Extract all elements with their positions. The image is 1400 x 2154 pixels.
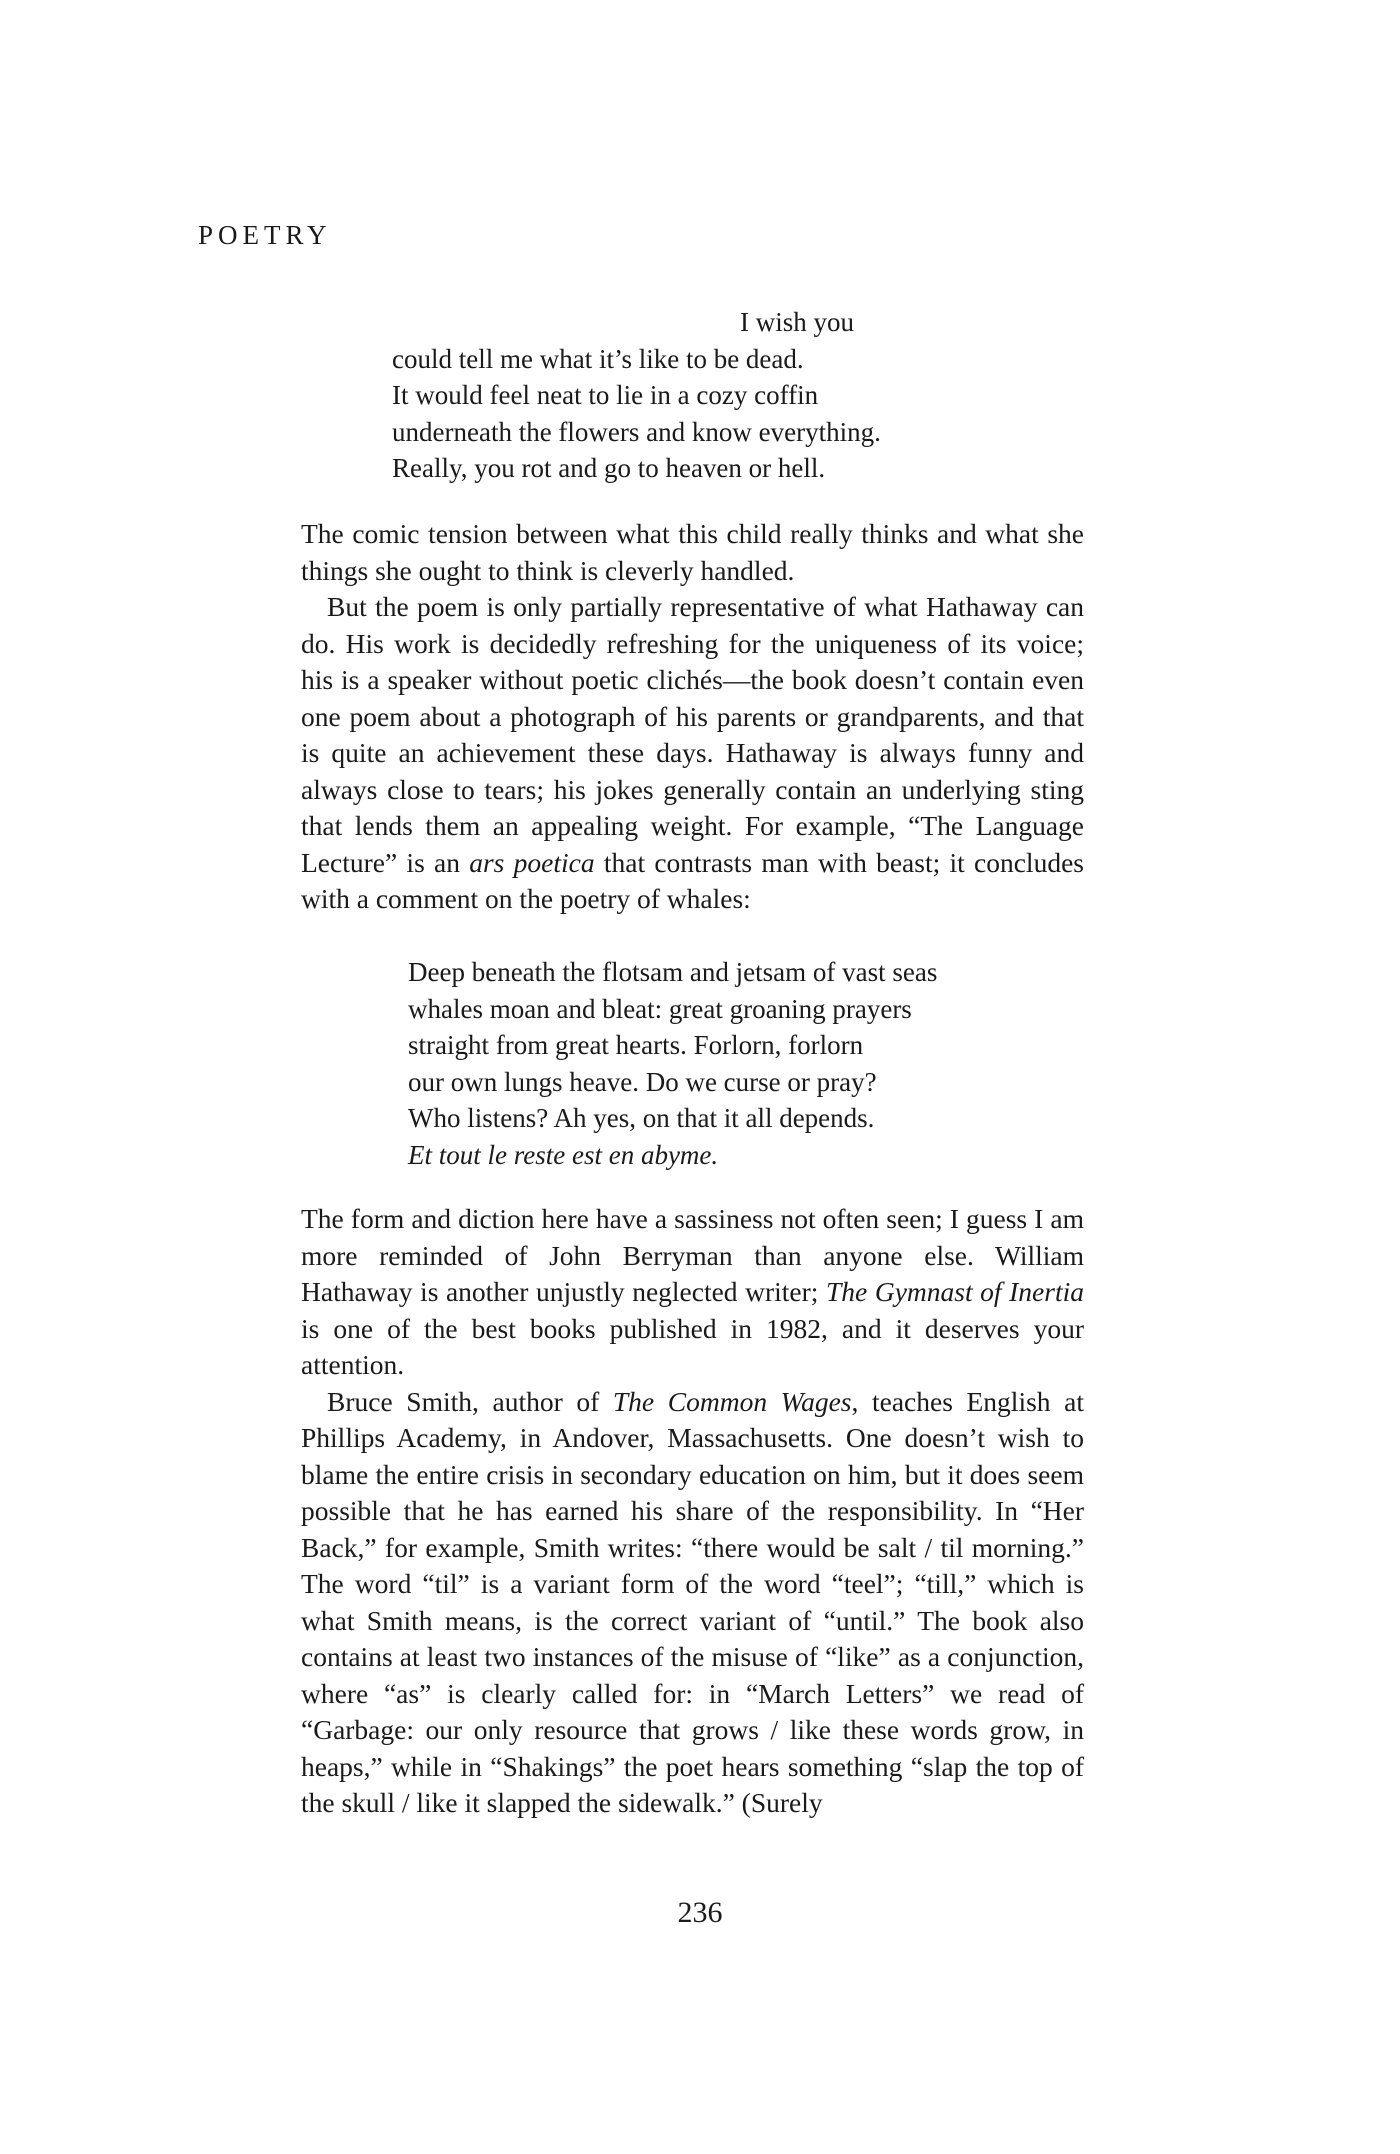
- paragraph: [301, 1384, 1084, 1822]
- poem-line: It would feel neat to lie in a cozy coffin: [392, 380, 819, 410]
- poem-line: I wish you: [740, 307, 854, 337]
- paragraph-text: But the poem is only partially representative of what Hathaway can do. His work is decidedly refreshing for the uniqueness of its voice; his is a speaker without poetic clichés—the book doesn’t contain even one poem about a photograph of his parents or grandparents, and that is quite an achievement these days. Hathaway is always funny and always close to tears; his jokes generally contain an underlying sting that lends them an appealing weight. For example, “The Language Lecture” is an: [301, 591, 1084, 878]
- paragraph-text: The form and diction here have a sassiness not often seen; I guess I am more reminded of John Berryman than anyone else. William Hathaway is another unjustly neglected writer;: [301, 1203, 1084, 1307]
- poem-line: Really, you rot and go to heaven or hell.: [392, 453, 826, 483]
- poem-line-italic: Et tout le reste est en abyme.: [408, 1139, 719, 1170]
- paragraph-text: , teaches English at Phillips Academy, in Andover, Massachusetts. One doesn’t wish to blame the entire crisis in secondary education on him, but it does seem possible that he has earned his share of the responsibility. In “Her Back,” for example, Smith writes: “there would be salt / til morning.” The word “til” is a variant form of the word “teel”; “till,” which is what Smith means, is the correct variant of “until.” The book also contains at least two instances of the misuse of “like” as a conjunction, where “as” is clearly called for: in “March Letters” we read of “Garbage: our only resource that grows / like these words grow, in heaps,” while in “Shakings” the poet hears something “slap the top of the skull / like it slapped the sidewalk.” (Surely: [301, 1385, 1085, 1818]
- poem-line: Deep beneath the flotsam and jetsam of vast seas: [408, 957, 938, 987]
- paragraph-text: Bruce Smith, author of: [327, 1385, 613, 1417]
- paragraph-text: that contrasts man with beast; it concludes with a comment on the poetry of whales:: [301, 846, 1084, 914]
- book-title: The Gymnast of Inertia: [826, 1276, 1084, 1307]
- page-number: 236: [677, 1896, 723, 1929]
- italic-term: ars poetica: [469, 846, 595, 878]
- poem-line: underneath the flowers and know everything.: [392, 416, 881, 447]
- paragraph: The comic tension between what this child really thinks and what she things she ought to think is cleverly handled.: [301, 518, 1084, 586]
- poem-line: Who listens? Ah yes, on that it all depends.: [408, 1103, 875, 1133]
- prose-block-2: [301, 1201, 1084, 1822]
- poem-line: could tell me what it’s like to be dead.: [392, 343, 804, 374]
- paragraph: [301, 1201, 1084, 1384]
- poem-excerpt-whales: [408, 954, 937, 1173]
- poem-line: whales moan and bleat: great groaning prayers: [408, 993, 912, 1024]
- poem-line: our own lungs heave. Do we curse or pray?: [408, 1066, 877, 1097]
- poem-excerpt-hathaway: [392, 304, 881, 487]
- paragraph-text: is one of the best books published in 1982, and it deserves your attention.: [301, 1312, 1084, 1380]
- running-head: POETRY: [198, 220, 332, 250]
- prose-block-1: [301, 516, 1084, 918]
- poem-line: straight from great hearts. Forlorn, forlorn: [408, 1030, 864, 1060]
- book-title: The Common Wages: [612, 1385, 852, 1417]
- paragraph: [301, 589, 1084, 918]
